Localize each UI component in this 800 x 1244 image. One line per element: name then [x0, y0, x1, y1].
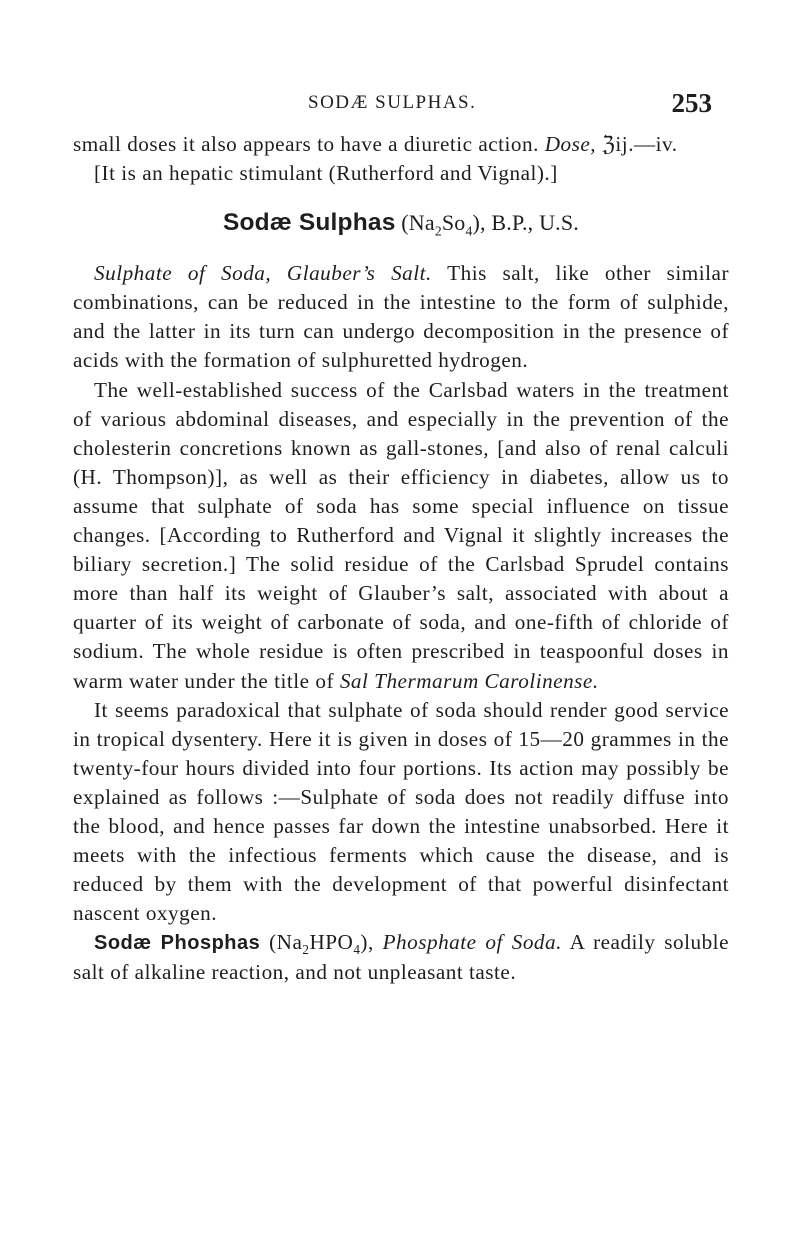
paragraph-hepatic: [It is an hepatic stimulant (Rutherford and Vignal).]	[94, 161, 558, 186]
paragraph-text: This salt, like other similar combinations, can be reduced in the intestine to the form of sulphide, and the latter in its turn can undergo decomposition in the presence of acids with the formation of sulphuretted hydrogen.	[73, 261, 730, 373]
page-body	[73, 130, 729, 988]
running-title: SODÆ SULPHAS.	[308, 92, 477, 113]
paragraph-text: The well-established success of the Carlsbad waters in the treatment of various abdominal diseases, and especially in the prevention of the cholesterin concretions known as gall-stones, [and also of renal calculi (H. Thompson)], as well as their efficiency in diabetes, allow us to assume that sulphate of soda has some special influence on tissue changes. [According to Rutherford and Vignal it slightly increases the biliary secretion.] The solid residue of the Carlsbad Sprudel contains more than half its weight of Glauber’s salt, associated with about a quarter of its weight of carbonate of soda, and one-fifth of chloride of sodium. The whole residue is often prescribed in teaspoonful doses in warm water under the title of	[73, 377, 729, 693]
sal-thermarum-italic: Sal Thermarum Carolinense.	[339, 668, 599, 693]
paragraph-glaubers-salt	[73, 259, 729, 375]
dose-value: ℨij.—iv.	[596, 132, 678, 156]
synonyms-italic: Sulphate of Soda, Glauber’s Salt.	[94, 261, 432, 286]
phosphas-formula: $(Na_2HPO_4)$,	[260, 930, 383, 958]
phosphas-name: Sodæ Phosphas	[94, 932, 261, 955]
heading-name: Sodæ Sulphas	[222, 209, 396, 237]
section-heading	[73, 207, 729, 239]
paragraph-text: A readily soluble salt of alkaline reaction, and not unpleasant taste.	[73, 930, 729, 985]
paragraph-text: small doses it also appears to have a diuretic action.	[73, 132, 545, 156]
phosphas-italic: Phosphate of Soda.	[382, 930, 562, 955]
paragraph-diuretic	[73, 130, 729, 159]
dose-label: Dose,	[544, 132, 597, 156]
page-number: 253	[671, 88, 712, 118]
paragraph-carlsbad	[73, 376, 729, 696]
heading-formula: $(Na_2So_4)$, B.P., U.S.	[395, 210, 580, 239]
paragraph-dysentery: It seems paradoxical that sulphate of soda should render good service in tropical dysentery. Here it is given in doses of 15—20 grammes in the twenty-four hours divided into four portions. Its action may possibly be explained as follows :—Sulphate of soda does not readily diffuse into the blood, and hence passes far down the intestine unabsorbed. Here it meets with the infectious ferments which cause the disease, and is reduced by them with the development of that powerful disinfectant nascent oxygen.	[73, 697, 729, 926]
paragraph-sodae-phosphas	[73, 928, 729, 987]
running-header	[0, 88, 800, 118]
